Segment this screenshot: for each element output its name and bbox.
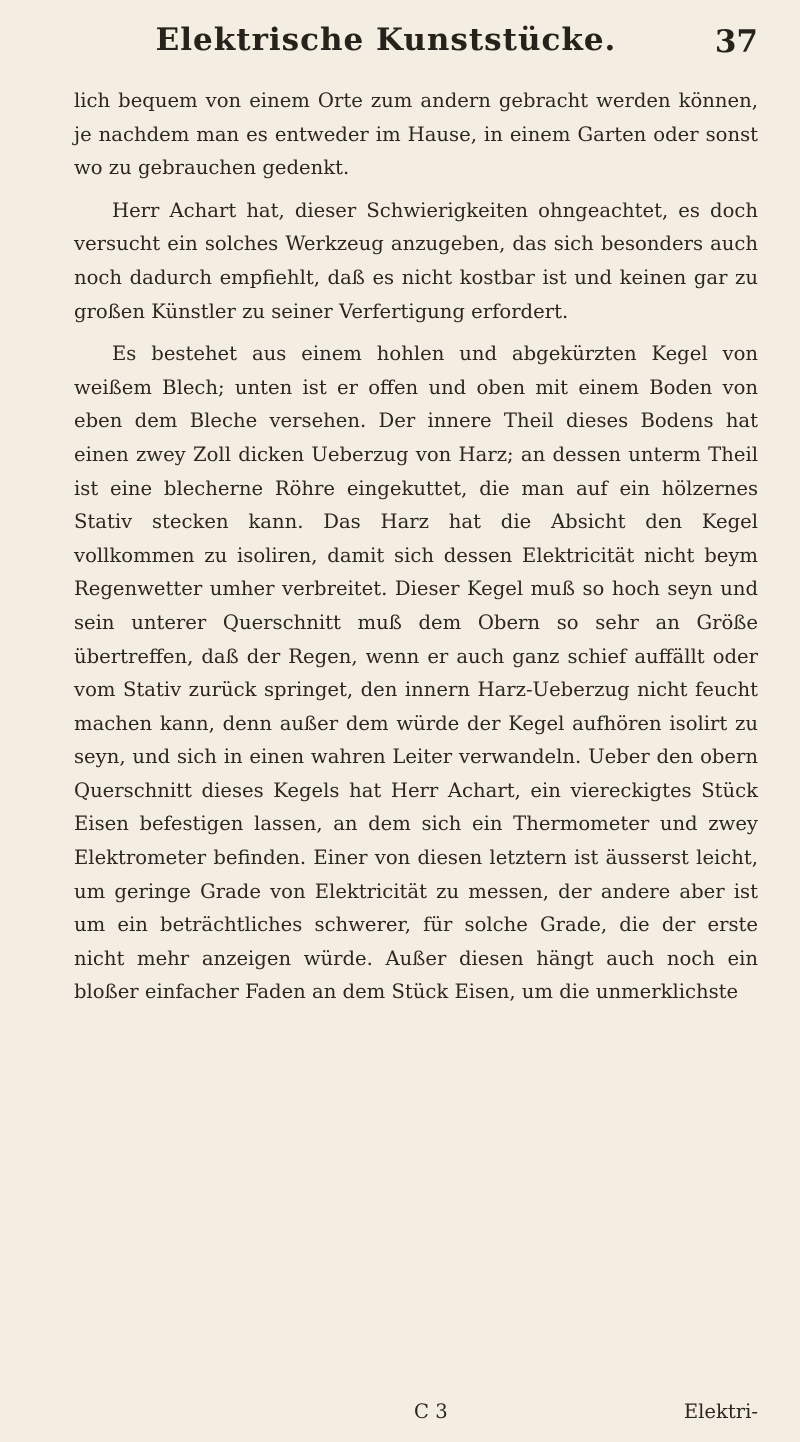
paragraph-3: Es bestehet aus einem hohlen und abgekürzten Kegel von weißem Blech; unten ist er offen und oben mit einem Boden von eben dem Bleche versehen. Der innere Theil dieses Bodens hat einen zwey Zoll dicken Ueberzug von Harz; an dessen unterm Theil ist eine blecherne Röhre eingekuttet, die man auf ein hölzernes Stativ stecken kann. Das Harz hat die Absicht den Kegel vollkommen zu isoliren, damit sich dessen Elektricität nicht beym Regenwetter umher verbreitet. Dieser Kegel muß so hoch seyn und sein unterer Querschnitt muß dem Obern so sehr an Größe übertreffen, daß der Regen, wenn er auch ganz schief auffällt oder vom Stativ zurück springet, den innern Harz-Ueberzug nicht feucht machen kann, denn außer dem würde der Kegel aufhören isolirt zu seyn, und sich in einen wahren Leiter verwandeln. Ueber den obern Querschnitt dieses Kegels hat Herr Achart, ein viereckigtes Stück Eisen befestigen lassen, an dem sich ein Thermometer und zwey Elektrometer befinden. Einer von diesen letztern ist äusserst leicht, um geringe Grade von Elektricität zu messen, der andere aber ist um ein beträchtliches schwerer, für solche Grade, die der erste nicht mehr anzeigen würde. Außer diesen hängt auch noch ein bloßer einfacher Faden an dem Stück Eisen, um die unmerklichste [74,342,758,1004]
paragraph-2: Herr Achart hat, dieser Schwierigkeiten ohngeachtet, es doch versucht ein solches Werkzeug anzugeben, das sich besonders auch noch dadurch empfiehlt, daß es nicht kostbar ist und keinen gar zu großen Künstler zu seiner Verfertigung erfordert. [74,198,758,323]
page-footer [74,1400,758,1434]
page-number: 37 [714,24,758,60]
catchword: Elektri- [683,1400,758,1423]
signature-mark: C 3 [414,1400,448,1423]
paragraph-1: lich bequem von einem Orte zum andern gebracht werden können, je nachdem man es entweder im Hause, in einem Garten oder sonst wo zu gebrauchen gedenkt. [74,89,758,180]
page-header [74,0,758,84]
body-text [74,84,758,1009]
running-head: Elektrische Kunststücke. [155,22,617,58]
